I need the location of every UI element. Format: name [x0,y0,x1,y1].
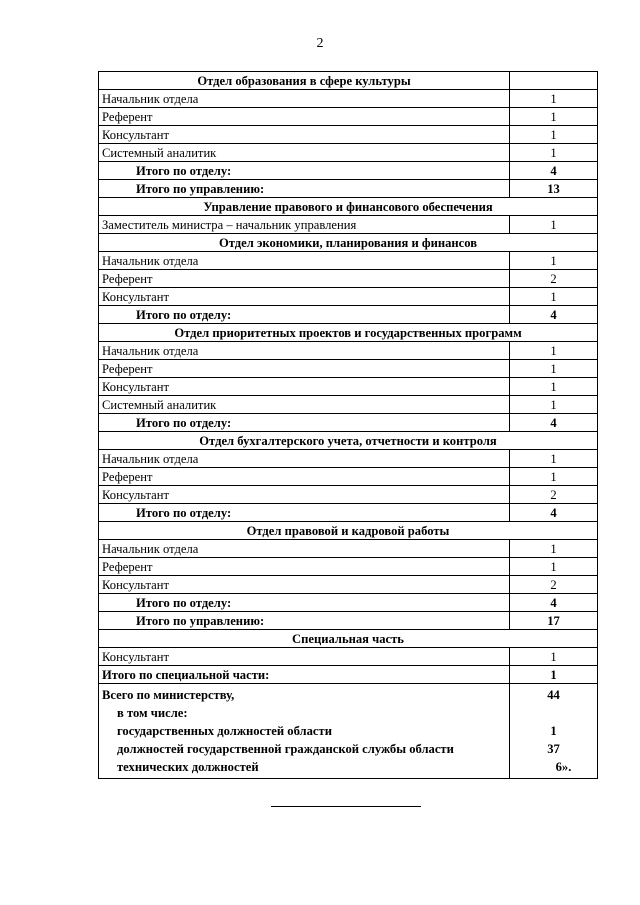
grand-total-labels [99,684,510,779]
grand-total-label: государственных должностей области [117,724,332,738]
total-label: Итого по управлению: [99,612,510,630]
grand-total-count: 6». [555,760,572,774]
total-label: Итого по отделу: [99,162,510,180]
grand-total-label: технических должностей [117,760,259,774]
table-row [99,90,598,108]
position-name: Начальник отдела [99,450,510,468]
table-row [99,630,598,648]
table-row [99,306,598,324]
grand-total-count: 1 [550,724,557,738]
table-row [99,504,598,522]
position-count: 1 [510,108,598,126]
position-count: 1 [510,666,598,684]
table-row [99,270,598,288]
position-count: 1 [510,90,598,108]
position-name: Начальник отдела [99,252,510,270]
position-name: Референт [99,108,510,126]
section-heading: Отдел образования в сфере культуры [99,72,510,90]
table-row [99,126,598,144]
table-row [99,594,598,612]
position-name: Консультант [99,288,510,306]
table-row [99,540,598,558]
section-heading: Управление правового и финансового обеспечения [99,198,598,216]
grand-total-label: должностей государственной гражданской службы области [117,742,454,756]
table-row [99,666,598,684]
total-label: Итого по управлению: [99,180,510,198]
grand-total-row [99,684,598,779]
table-row [99,288,598,306]
table-row [99,360,598,378]
table-row [99,234,598,252]
section-heading: Отдел приоритетных проектов и государственных программ [99,324,598,342]
table-row [99,198,598,216]
position-count: 1 [510,450,598,468]
position-name: Начальник отдела [99,342,510,360]
position-name: Консультант [99,576,510,594]
position-name: Референт [99,360,510,378]
position-name: Консультант [99,126,510,144]
position-count: 4 [510,504,598,522]
signature-line [271,806,421,807]
position-count: 1 [510,288,598,306]
section-heading: Специальная часть [99,630,598,648]
position-count: 2 [510,486,598,504]
position-name: Заместитель министра – начальник управления [99,216,510,234]
total-label: Итого по отделу: [99,504,510,522]
position-name: Консультант [99,648,510,666]
position-name: Референт [99,270,510,288]
table-row [99,486,598,504]
table-row [99,180,598,198]
staffing-table-body [99,72,598,779]
grand-total-label: в том числе: [117,706,188,720]
position-count: 1 [510,342,598,360]
position-count: 13 [510,180,598,198]
table-row [99,342,598,360]
table-row [99,378,598,396]
section-heading: Отдел бухгалтерского учета, отчетности и контроля [99,432,598,450]
position-count: 1 [510,378,598,396]
table-row [99,216,598,234]
position-count: 1 [510,648,598,666]
position-name: Референт [99,468,510,486]
position-name: Начальник отдела [99,540,510,558]
table-row [99,108,598,126]
table-row [99,144,598,162]
table-row [99,432,598,450]
position-count: 1 [510,252,598,270]
table-row [99,648,598,666]
grand-total-count: 37 [547,742,560,756]
table-row [99,468,598,486]
position-count: 1 [510,468,598,486]
page-number: 2 [316,36,324,51]
position-count: 1 [510,558,598,576]
table-row [99,450,598,468]
position-count: 1 [510,396,598,414]
table-row [99,252,598,270]
position-name: Системный аналитик [99,396,510,414]
grand-total-counts [510,684,598,779]
total-label: Итого по отделу: [99,306,510,324]
position-name: Консультант [99,378,510,396]
section-heading: Отдел правовой и кадровой работы [99,522,598,540]
total-label: Итого по специальной части: [99,666,510,684]
table-row [99,324,598,342]
grand-total-count [513,704,594,722]
position-name: Референт [99,558,510,576]
position-count: 17 [510,612,598,630]
position-count: 4 [510,306,598,324]
position-count: 4 [510,162,598,180]
table-row [99,558,598,576]
position-count [510,72,598,90]
table-row [99,162,598,180]
total-label: Итого по отделу: [99,414,510,432]
position-count: 2 [510,270,598,288]
table-row [99,576,598,594]
total-label: Итого по отделу: [99,594,510,612]
table-row [99,612,598,630]
grand-total-label: Всего по министерству, [102,688,235,702]
table-row [99,522,598,540]
position-name: Начальник отдела [99,90,510,108]
position-count: 1 [510,540,598,558]
staffing-table [98,71,598,779]
table-row [99,396,598,414]
position-count: 1 [510,216,598,234]
position-count: 2 [510,576,598,594]
grand-total-count: 44 [547,688,560,702]
table-row [99,414,598,432]
position-count: 1 [510,144,598,162]
position-count: 4 [510,594,598,612]
position-count: 1 [510,360,598,378]
table-row [99,72,598,90]
position-name: Системный аналитик [99,144,510,162]
position-name: Консультант [99,486,510,504]
position-count: 4 [510,414,598,432]
section-heading: Отдел экономики, планирования и финансов [99,234,598,252]
position-count: 1 [510,126,598,144]
